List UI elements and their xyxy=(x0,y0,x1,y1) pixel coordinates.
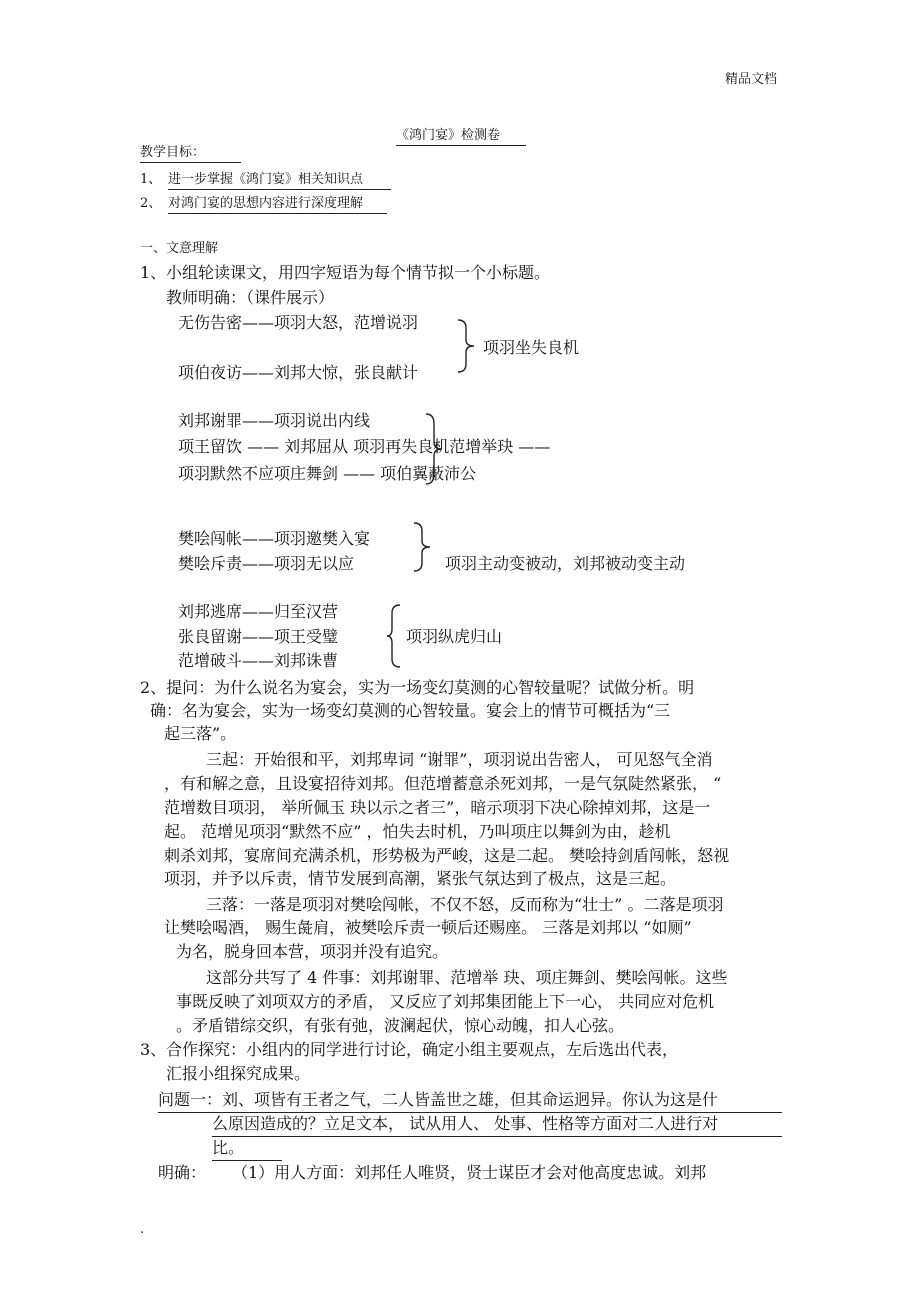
paragraph-line: 三落：一落是项羽对樊哙闯帐，不仅不怒，反而称为“壮士” 。二落是项羽 xyxy=(206,895,724,914)
objectives-heading: 教学目标： xyxy=(140,141,241,163)
brace-icon xyxy=(408,521,436,573)
plot-line: 樊哙闯帐——项羽邀樊入宴 xyxy=(178,529,371,548)
brace-icon xyxy=(452,318,480,374)
answer-text: （1）用人方面：刘邦任人唯贤，贤士谋臣才会对他高度忠诚。刘邦 xyxy=(232,1163,707,1182)
objective-number: 2、 xyxy=(140,196,162,211)
paragraph-line: 事既反映了刘项双方的矛盾， 又反应了刘邦集团能上下一心， 共同应对危机 xyxy=(176,992,715,1011)
plot-summary: 项羽纵虎归山 xyxy=(406,627,503,646)
objective-number: 1、 xyxy=(140,172,162,187)
paragraph-line: 确：名为宴会，实为一场变幻莫测的心智较量。宴会上的情节可概括为“三 xyxy=(150,701,671,720)
footer-mark: . xyxy=(140,1222,145,1237)
paragraph-line: 三起：开始很和平，刘邦卑词 “谢罪”，项羽说出告密人， 可见怒气全消 xyxy=(206,750,713,769)
brace-icon xyxy=(420,412,448,486)
question-text: 合作探究：小组内的同学进行讨论，确定小组主要观点，左后选出代表， xyxy=(166,1040,679,1059)
paragraph-line: 这部分共写了 4 件事：刘邦谢罪、范增举 玦、项庄舞剑、樊哙闯帐。这些 xyxy=(206,968,728,987)
section-heading: 一、文意理解 xyxy=(140,241,219,256)
objective-item: 对鸿门宴的思想内容进行深度理解 xyxy=(168,192,387,214)
objective-item: 进一步掌握《鸿门宴》相关知识点 xyxy=(168,168,391,190)
plot-summary: 项羽坐失良机 xyxy=(483,338,580,357)
plot-line: 项伯夜访——刘邦大惊，张良献计 xyxy=(178,363,419,382)
paragraph-line: ，有和解之意，且设宴招待刘邦。但范增蓄意杀死刘邦，一是气氛陡然紧张， “ xyxy=(164,774,722,793)
plot-line: 项王留饮 —— 刘邦屈从 项羽再失良机范增举玦 —— xyxy=(178,437,551,456)
question-number: 1、 xyxy=(140,263,167,282)
plot-line: 无伤告密——项羽大怒，范增说羽 xyxy=(178,313,419,332)
plot-line: 项羽默然不应项庄舞剑 —— 项伯翼蔽沛公 xyxy=(178,464,477,483)
plot-line: 刘邦逃席——归至汉营 xyxy=(178,602,339,621)
plot-line: 樊哙斥责——项羽无以应 xyxy=(178,554,355,573)
question-text: 小组轮读课文，用四字短语为每个情节拟一个小标题。 xyxy=(166,263,551,282)
answer-label: 明确： xyxy=(158,1163,207,1182)
header-tag: 精品文档 xyxy=(725,72,778,87)
paragraph-line: 让樊哙喝酒， 赐生彘肩，被樊哙斥责一顿后还赐座。 三落是刘邦以 “如厕” xyxy=(164,918,692,937)
plot-summary: 项羽主动变被动，刘邦被动变主动 xyxy=(445,554,686,573)
paragraph-line: 起。 范增见项羽“默然不应” ，怕失去时机，乃叫项庄以舞剑为由，趁机 xyxy=(164,822,671,841)
paragraph-line: 起三落”。 xyxy=(164,724,237,743)
paragraph-line: 2、提问：为什么说名为宴会，实为一场变幻莫测的心智较量呢？试做分析。明 xyxy=(140,678,695,697)
paragraph-line: 范增数目项羽， 举所佩玉 玦以示之者三”，暗示项羽下决心除掉刘邦，这是一 xyxy=(164,798,711,817)
paragraph-line: 为名，脱身回本营，项羽并没有追究。 xyxy=(176,942,449,961)
paragraph-line: 。矛盾错综交织，有张有弛，波澜起伏，惊心动魄，扣人心弦。 xyxy=(176,1016,625,1035)
teacher-note: 教师明确：（课件展示） xyxy=(166,288,335,307)
plot-line: 刘邦谢罪——项羽说出内线 xyxy=(178,411,371,430)
question-text: 汇报小组探究成果。 xyxy=(166,1064,311,1083)
page-title: 《鸿门宴》检测卷 xyxy=(396,124,526,146)
problem-line: 么原因造成的？立足文本， 试从用人、 处事、性格等方面对二人进行对 xyxy=(212,1111,782,1137)
problem-line: 比。 xyxy=(212,1135,282,1161)
paragraph-line: 刺杀刘邦，宴席间充满杀机，形势极为严峻，这是二起。 樊哙持剑盾闯帐，怒视 xyxy=(164,846,730,865)
problem-line: 问题一：刘、项皆有王者之气，二人皆盖世之雄，但其命运迥异。你认为这是什 xyxy=(158,1087,782,1113)
plot-line: 范增破斗——刘邦诛曹 xyxy=(178,651,339,670)
plot-line: 张良留谢——项王受璧 xyxy=(178,627,339,646)
paragraph-line: 项羽，并予以斥责，情节发展到高潮，紧张气氛达到了极点，这是三起。 xyxy=(164,869,677,888)
question-number: 3、 xyxy=(140,1040,167,1059)
